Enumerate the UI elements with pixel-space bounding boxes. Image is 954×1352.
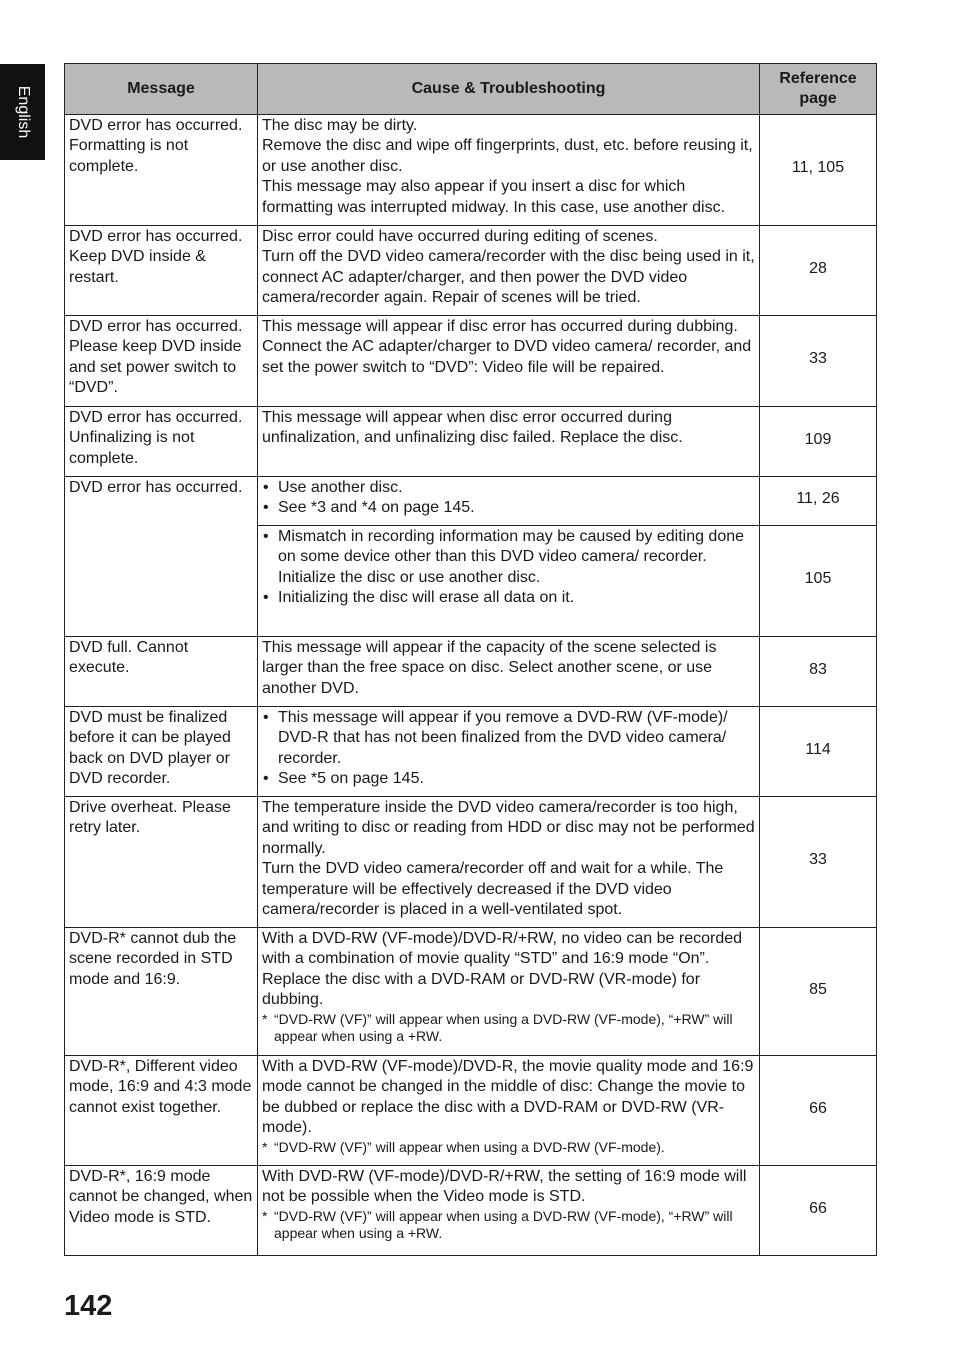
cause-cell xyxy=(258,928,760,1056)
cause-cell xyxy=(258,115,760,226)
message-cell: DVD-R* cannot dub the scene recorded in STD mode and 16:9. xyxy=(65,928,258,1056)
header-message: Message xyxy=(65,64,258,115)
message-cell: DVD error has occurred. Formatting is not complete. xyxy=(65,115,258,226)
message-cell: DVD-R*, 16:9 mode cannot be changed, when Video mode is STD. xyxy=(65,1166,258,1256)
reference-cell: 83 xyxy=(760,637,877,707)
reference-cell: 66 xyxy=(760,1056,877,1166)
cause-bullet: • This message will appear if you remove a DVD-RW (VF-mode)/ DVD-R that has not been finalized from the DVD video camera/ recorder. xyxy=(262,708,755,769)
cause-bullet: • Mismatch in recording information may be caused by editing done on some device other than this DVD video camera/ recorder. xyxy=(262,527,755,568)
table-header-row xyxy=(65,64,877,115)
reference-cell: 11, 105 xyxy=(760,115,877,226)
table-row xyxy=(65,1056,877,1166)
cause-line: With DVD-RW (VF-mode)/DVD-R/+RW, the setting of 16:9 mode will not be possible when the Video mode is STD. xyxy=(262,1168,747,1206)
table-row xyxy=(65,797,877,928)
header-cause: Cause & Troubleshooting xyxy=(258,64,760,115)
cause-cell xyxy=(258,1166,760,1256)
cause-line: The disc may be dirty. xyxy=(262,117,418,134)
table-row xyxy=(65,226,877,316)
table-row xyxy=(65,1166,877,1256)
page-number: 142 xyxy=(64,1290,113,1322)
message-cell: DVD error has occurred. xyxy=(65,477,258,637)
cause-cell xyxy=(258,526,760,637)
cause-cell xyxy=(258,707,760,797)
cause-bullet: • See *3 and *4 on page 145. xyxy=(262,498,755,518)
cause-line: This message will appear if disc error has occurred during dubbing. Connect the AC adapter/charger to DVD video camera/ recorder, and set the power switch to “DVD”: Video file will be repaired. xyxy=(262,318,752,376)
cause-bullet: • Initializing the disc will erase all data on it. xyxy=(262,588,755,608)
table-row xyxy=(65,477,877,526)
message-cell: DVD full. Cannot execute. xyxy=(65,637,258,707)
footnote: * “DVD-RW (VF)” will appear when using a DVD-RW (VF-mode), “+RW” will appear when using a +RW. xyxy=(262,1011,755,1046)
cause-bullet: • Use another disc. xyxy=(262,478,755,498)
cause-line: The temperature inside the DVD video camera/recorder is too high, and writing to disc or reading from HDD or disc may not be performed normally. xyxy=(262,799,755,857)
cause-line: This message may also appear if you insert a disc for which formatting was interrupted midway. In this case, use another disc. xyxy=(262,178,726,216)
error-message-table xyxy=(64,63,877,1256)
reference-cell: 33 xyxy=(760,316,877,407)
table-row xyxy=(65,316,877,407)
cause-line: This message will appear if the capacity of the scene selected is larger than the free space on disc. Select another scene, or use another DVD. xyxy=(262,639,717,697)
cause-line: With a DVD-RW (VF-mode)/DVD-R, the movie quality mode and 16:9 mode cannot be changed in the middle of disc: Change the movie to be dubbed or replace the disc with a DVD-RAM or DVD-RW (VR-mode). xyxy=(262,1058,754,1137)
cause-cell xyxy=(258,226,760,316)
reference-cell: 105 xyxy=(760,526,877,637)
footnote: * “DVD-RW (VF)” will appear when using a DVD-RW (VF-mode). xyxy=(262,1139,755,1157)
cause-bullet-continuation: Initialize the disc or use another disc. xyxy=(278,568,541,586)
cause-cell xyxy=(258,316,760,407)
message-cell: DVD error has occurred. Keep DVD inside & restart. xyxy=(65,226,258,316)
cause-line: With a DVD-RW (VF-mode)/DVD-R/+RW, no video can be recorded with a combination of movie quality “STD” and 16:9 mode “On”. Replace the disc with a DVD-RAM or DVD-RW (VR-mode) for dubbing. xyxy=(262,930,743,1009)
cause-line: Disc error could have occurred during editing of scenes. xyxy=(262,228,658,245)
reference-cell: 28 xyxy=(760,226,877,316)
cause-cell xyxy=(258,477,760,526)
reference-cell: 114 xyxy=(760,707,877,797)
message-cell: Drive overheat. Please retry later. xyxy=(65,797,258,928)
reference-cell: 11, 26 xyxy=(760,477,877,526)
header-reference: Reference page xyxy=(760,64,877,115)
table-row xyxy=(65,707,877,797)
message-cell: DVD error has occurred. Unfinalizing is not complete. xyxy=(65,407,258,477)
message-cell: DVD must be finalized before it can be played back on DVD player or DVD recorder. xyxy=(65,707,258,797)
table-row xyxy=(65,115,877,226)
footnote: * “DVD-RW (VF)” will appear when using a DVD-RW (VF-mode), “+RW” will appear when using a +RW. xyxy=(262,1208,755,1243)
table-row xyxy=(65,407,877,477)
message-cell: DVD-R*, Different video mode, 16:9 and 4:3 mode cannot exist together. xyxy=(65,1056,258,1166)
cause-cell xyxy=(258,637,760,707)
cause-line: Turn the DVD video camera/recorder off and wait for a while. The temperature will be effectively decreased if the DVD video camera/recorder is placed in a well-ventilated spot. xyxy=(262,860,724,919)
cause-cell xyxy=(258,1056,760,1166)
cause-line: Turn off the DVD video camera/recorder with the disc being used in it, connect AC adapter/charger, and then power the DVD video camera/recorder again. Repair of scenes will be tried. xyxy=(262,248,755,307)
reference-cell: 85 xyxy=(760,928,877,1056)
table-row xyxy=(65,637,877,707)
language-tab-label: English xyxy=(14,85,32,139)
language-tab xyxy=(0,64,45,160)
cause-line: This message will appear when disc error occurred during unfinalization, and unfinalizing disc failed. Replace the disc. xyxy=(262,409,683,447)
cause-cell xyxy=(258,797,760,928)
message-cell: DVD error has occurred. Please keep DVD inside and set power switch to “DVD”. xyxy=(65,316,258,407)
reference-cell: 33 xyxy=(760,797,877,928)
reference-cell: 66 xyxy=(760,1166,877,1256)
reference-cell: 109 xyxy=(760,407,877,477)
table-row xyxy=(65,928,877,1056)
cause-line: Remove the disc and wipe off fingerprints, dust, etc. before reusing it, or use another disc. xyxy=(262,137,753,175)
cause-bullet: • See *5 on page 145. xyxy=(262,769,755,789)
cause-cell xyxy=(258,407,760,477)
